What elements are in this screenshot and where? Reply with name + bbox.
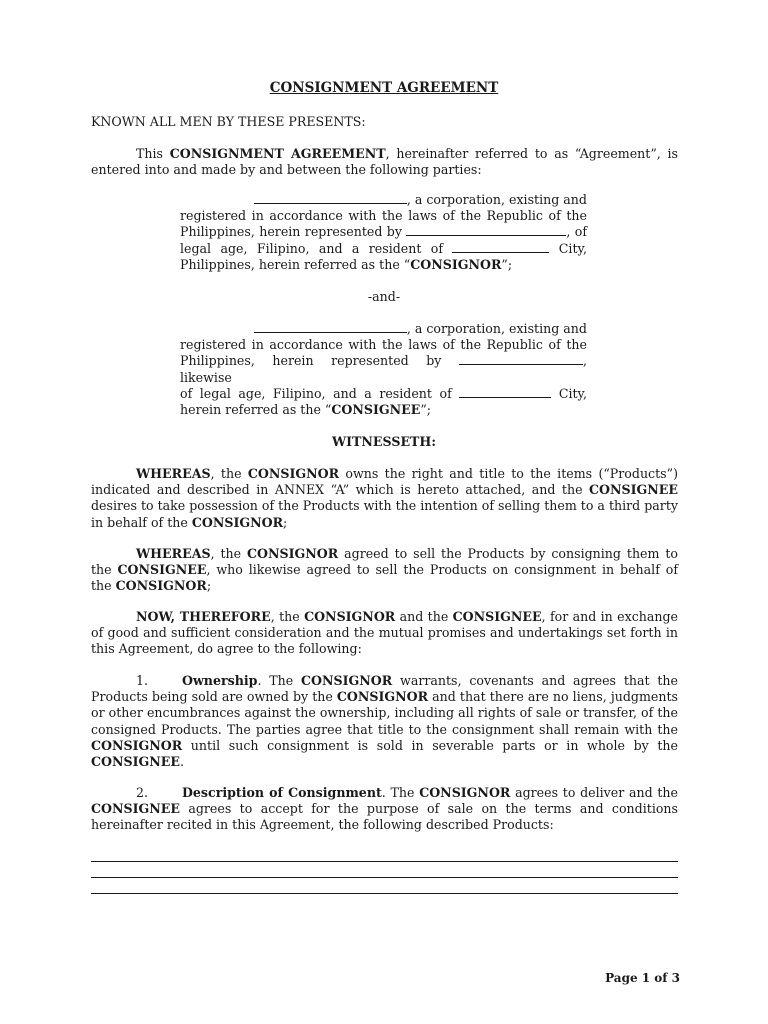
consignor-term: CONSIGNOR <box>336 689 429 705</box>
clause-text: until such consignment is sold in severable parts or in whole by the <box>182 737 678 753</box>
consignee-line-text: City, <box>558 385 587 401</box>
clause-text: . <box>179 754 184 770</box>
consignor-city-blank[interactable] <box>452 241 549 253</box>
intro-agreement-name: CONSIGNMENT AGREEMENT <box>169 146 386 161</box>
consignee-term: CONSIGNEE <box>91 801 180 817</box>
consignee-line-text: of legal age, Filipino, and a resident of <box>180 385 452 401</box>
consignee-line-text: Philippines, herein represented by <box>180 353 442 369</box>
now-text: , for and in exchange of good and sufficient consideration and the mutual promises and undertakings set forth in this Agreement, do agree to the following: <box>91 609 679 657</box>
consignor-name-blank[interactable] <box>254 192 407 204</box>
page-number: Page 1 of 3 <box>605 971 680 985</box>
consignor-term: CONSIGNOR <box>91 737 183 753</box>
witnesseth-heading <box>0 434 768 450</box>
consignee-term: CONSIGNEE <box>452 609 542 624</box>
consignee-term: CONSIGNEE <box>589 482 678 498</box>
product-description-line[interactable] <box>91 877 678 878</box>
consignee-line-text: , a corporation, existing and <box>406 321 587 336</box>
whereas-text: agreed to sell the Products by consigning them to the <box>91 546 678 578</box>
product-description-line[interactable] <box>91 893 678 894</box>
consignor-line-text: City, <box>558 240 587 256</box>
clause-heading: Ownership <box>182 673 258 688</box>
consignee-term: CONSIGNEE <box>91 754 180 770</box>
consignor-party-block <box>180 192 587 273</box>
whereas-term: WHEREAS <box>136 546 211 561</box>
consignee-line-1 <box>180 321 587 337</box>
clause-text: agrees to accept for the purpose of sale on the terms and conditions hereinafter recited in this Agreement, the following described Products: <box>91 801 678 833</box>
now-therefore-paragraph <box>91 609 678 658</box>
consignor-line-text: ”; <box>501 256 513 272</box>
consignor-line-3 <box>180 224 587 240</box>
known-all-men-line: KNOWN ALL MEN BY THESE PRESENTS: <box>91 114 366 129</box>
clause-heading: Description of Consignment <box>182 785 382 800</box>
consignor-line-5 <box>180 257 587 273</box>
whereas-text: , who likewise agreed to sell the Products on consignment in behalf of the <box>91 562 678 594</box>
whereas-text: , the <box>210 466 248 481</box>
consignor-line-2: registered in accordance with the laws of the Republic of the <box>180 208 587 224</box>
clause-text: . The <box>257 673 302 688</box>
consignee-line-3 <box>180 353 587 385</box>
consignee-line-text: ”; <box>420 402 432 418</box>
consignee-party-block <box>180 321 587 418</box>
witnesseth-text: WITNESSETH: <box>332 434 436 449</box>
now-therefore-term: NOW, THEREFORE <box>136 609 271 624</box>
consignee-line-text: , likewise <box>180 353 587 385</box>
consignee-name-blank[interactable] <box>254 321 407 333</box>
and-text: -and- <box>367 289 401 304</box>
clause-text: agrees to deliver and the <box>510 785 678 800</box>
consignee-term: CONSIGNEE <box>331 402 421 418</box>
whereas-text: owns the right and title to the items (“Products”) indicated and described in ANNEX “A” which is hereto attached, and the <box>91 466 678 498</box>
consignee-line-5 <box>180 402 587 418</box>
intro-paragraph <box>91 146 678 178</box>
clause-number: 1. <box>136 673 149 688</box>
now-text: and the <box>395 609 453 624</box>
document-title: CONSIGNMENT AGREEMENT <box>269 80 499 96</box>
whereas-term: WHEREAS <box>136 466 211 481</box>
consignee-representative-blank[interactable] <box>459 353 583 365</box>
clause-text: warrants, covenants and agrees that the Products being sold are owned by the <box>91 673 678 705</box>
product-description-line[interactable] <box>91 861 678 862</box>
whereas-paragraph-2 <box>91 546 678 595</box>
consignor-line-text: legal age, Filipino, and a resident of <box>180 240 444 256</box>
clause-1-ownership <box>91 673 678 770</box>
whereas-text: desires to take possession of the Products with the intention of selling them to a third party in behalf of the <box>91 498 678 530</box>
whereas-text: ; <box>283 514 288 530</box>
consignor-term: CONSIGNOR <box>304 609 396 624</box>
consignor-term: CONSIGNOR <box>247 466 340 481</box>
clause-text: and that there are no liens, judgments or other encumbrances against the ownership, including all rights of sale or transfer, of the consigned Products. The parties agree that title to the consignment shall remain with the <box>91 689 678 737</box>
consignee-term: CONSIGNEE <box>117 562 207 578</box>
and-separator <box>0 289 768 305</box>
consignor-representative-blank[interactable] <box>406 224 566 236</box>
consignee-line-4 <box>180 386 587 402</box>
intro-text: This <box>136 146 170 161</box>
consignor-line-text: Philippines, herein referred as the “ <box>180 256 411 272</box>
whereas-paragraph-1 <box>91 466 678 531</box>
consignor-term: CONSIGNOR <box>301 673 393 688</box>
clause-2-description <box>91 785 678 834</box>
consignor-term: CONSIGNOR <box>247 546 339 561</box>
consignee-line-2: registered in accordance with the laws of the Republic of the <box>180 337 587 353</box>
consignee-line-text: herein referred as the “ <box>180 402 332 418</box>
consignor-term: CONSIGNOR <box>410 256 502 272</box>
consignor-term: CONSIGNOR <box>191 514 284 530</box>
consignor-line-text: , a corporation, existing and <box>406 192 587 207</box>
consignor-line-4 <box>180 241 587 257</box>
intro-text: , hereinafter referred to as “Agreement”, is entered into and made by and between the following parties: <box>91 146 678 178</box>
clause-text: . The <box>381 785 420 800</box>
consignor-line-text: , of <box>566 224 587 240</box>
clause-number: 2. <box>136 785 149 800</box>
consignor-term: CONSIGNOR <box>419 785 511 800</box>
consignor-term: CONSIGNOR <box>115 578 207 594</box>
consignee-city-blank[interactable] <box>459 386 551 398</box>
now-text: , the <box>270 609 305 624</box>
consignor-line-text: Philippines, herein represented by <box>180 224 402 240</box>
whereas-text: ; <box>206 578 212 594</box>
consignor-line-1 <box>180 192 587 208</box>
whereas-text: , the <box>210 546 248 561</box>
